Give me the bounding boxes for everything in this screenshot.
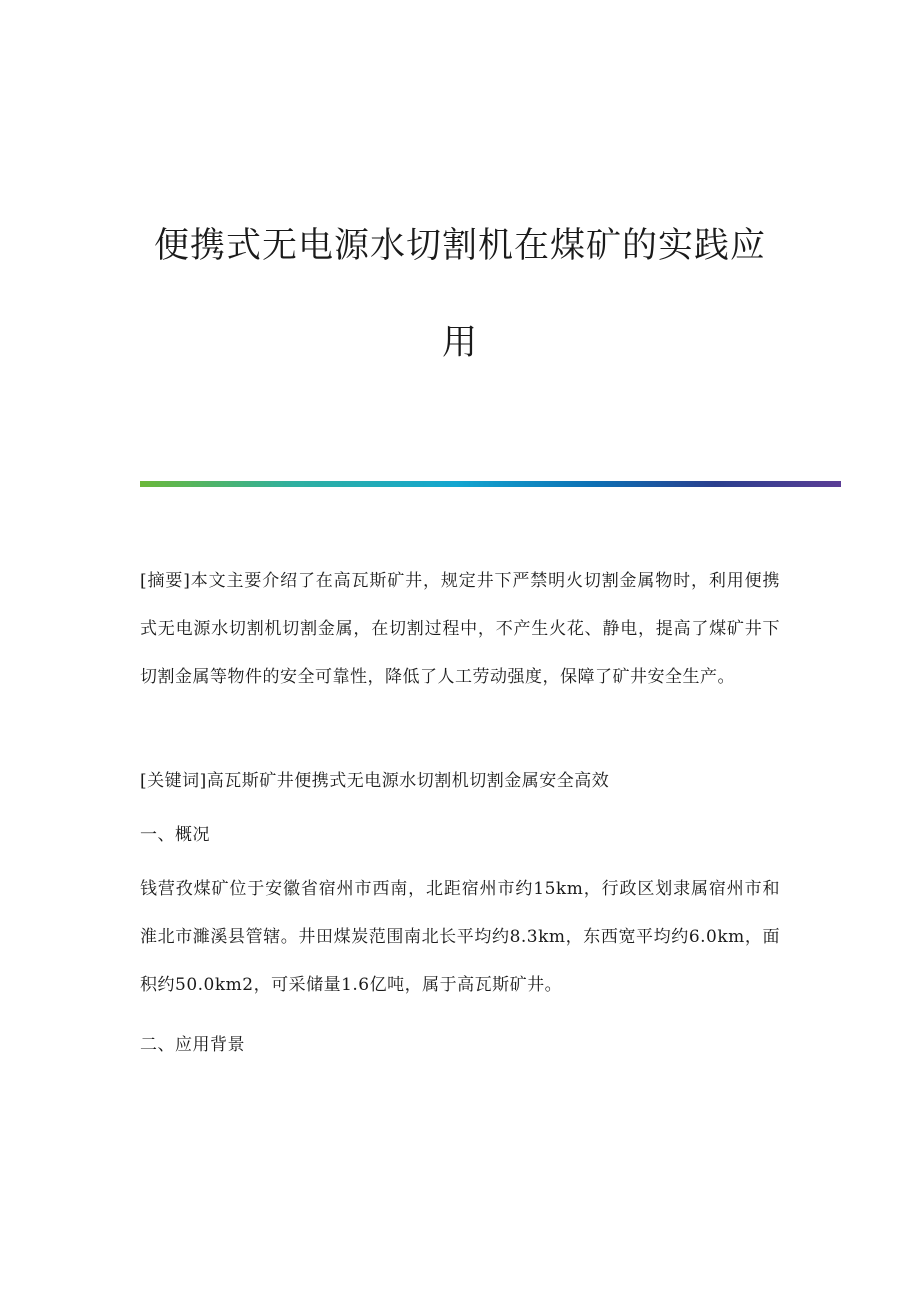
- keywords-paragraph: [关键词]高瓦斯矿井便携式无电源水切割机切割金属安全高效: [140, 771, 610, 791]
- document-title-line-1: 便携式无电源水切割机在煤矿的实践应: [153, 226, 766, 266]
- document-title-line-2: 用: [441, 323, 478, 363]
- section-heading-background: 二、应用背景: [140, 1035, 245, 1055]
- section-heading-overview: 一、概况: [140, 825, 210, 845]
- abstract-paragraph: [摘要]本文主要介绍了在高瓦斯矿井，规定井下严禁明火切割金属物时，利用便携式无电源水切割机切割金属，在切割过程中，不产生火花、静电，提高了煤矿井下切割金属等物件的安全可靠性，降低了人工劳动强度，保障了矿井安全生产。: [140, 571, 780, 687]
- overview-paragraph: 钱营孜煤矿位于安徽省宿州市西南，北距宿州市约15km，行政区划隶属宿州市和淮北市濉溪县管辖。井田煤炭范围南北长平均约8.3km，东西宽平均约6.0km，面积约50.0km2，可采储量1.6亿吨，属于高瓦斯矿井。: [140, 879, 780, 995]
- title-divider: [140, 481, 841, 487]
